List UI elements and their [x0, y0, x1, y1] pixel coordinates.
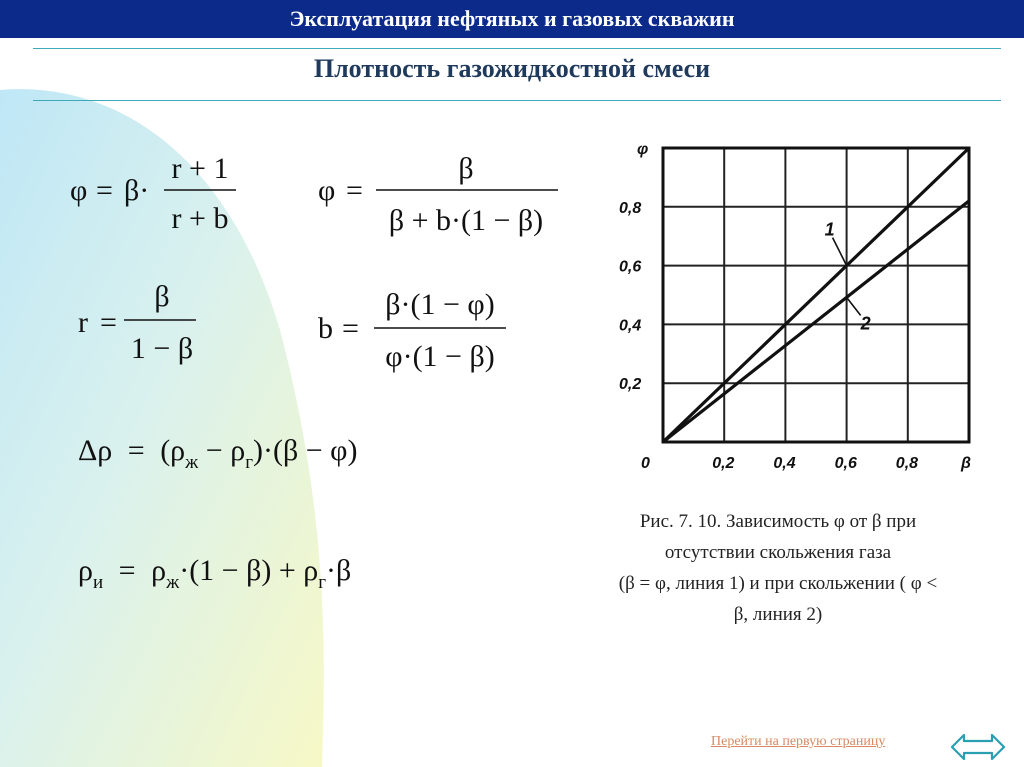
first-page-link[interactable]: Перейти на первую страницу [711, 734, 886, 749]
x-tick-label: 0 [641, 455, 650, 472]
formula-phi-r-b [70, 152, 236, 235]
chart [605, 128, 995, 488]
formula-eq: = [342, 312, 359, 345]
formula-part-c: )·(β − φ) [252, 434, 358, 467]
formula-eq: = [346, 174, 363, 207]
x-tick-label: 0,4 [773, 455, 796, 472]
y-tick-label: 0,6 [619, 258, 642, 276]
formula-lhs: r [78, 306, 88, 339]
subscript-zh: ж [185, 452, 199, 473]
formula-phi-beta [318, 152, 558, 237]
nav-arrows-icon[interactable] [950, 730, 1006, 764]
formula-rho-mix [78, 554, 351, 595]
formula-part-a: (ρ [160, 434, 186, 467]
formula-lhs: Δρ [78, 434, 113, 467]
formula-numerator: β [458, 152, 474, 185]
formula-lhs: φ [318, 174, 336, 207]
header-title: Эксплуатация нефтяных и газовых скважин [289, 6, 735, 31]
formula-part-b: ·(1 − β) + ρ [179, 554, 319, 587]
y-tick-label: 0,8 [619, 199, 642, 217]
series-label-2: 2 [860, 313, 871, 334]
formula-part-a: ρ [151, 554, 167, 587]
slide-title: Плотность газожидкостной смеси [313, 54, 711, 83]
x-tick-label: β [961, 455, 971, 472]
x-tick-label: 0,8 [895, 455, 919, 472]
formula-denominator: r + b [171, 202, 229, 235]
formula-denominator: β + b·(1 − β) [388, 204, 544, 237]
subscript-g: г [245, 452, 253, 473]
series-label-1: 1 [824, 219, 835, 240]
subscript-i: и [92, 572, 104, 593]
y-tick-label: 0,4 [619, 317, 642, 335]
chart-svg [605, 128, 995, 488]
formula-part-b: − ρ [198, 434, 246, 467]
x-tick-label: 0,6 [834, 455, 857, 472]
caption-line: (β = φ, линия 1) и при скольжении ( φ < [618, 573, 938, 594]
formula-numerator: r + 1 [171, 152, 229, 185]
formula-r [78, 280, 196, 365]
formula-eq: = [96, 174, 113, 207]
formula-numerator: β [154, 280, 170, 313]
caption-line: β, линия 2) [733, 604, 823, 625]
formula-lhs: φ [70, 174, 88, 207]
formula-denominator: 1 − β [130, 332, 194, 365]
y-tick-label: φ [637, 141, 649, 158]
subscript-zh: ж [166, 572, 180, 593]
formula-prefix: β· [124, 174, 150, 207]
x-tick-label: 0,2 [712, 455, 735, 472]
figure-caption [548, 506, 1008, 630]
formula-body [78, 434, 357, 473]
formula-eq: = [100, 306, 117, 339]
caption-line: отсутствии скольжения газа [664, 542, 892, 563]
formula-b [318, 288, 506, 373]
y-tick-label: 0,2 [619, 376, 642, 394]
formula-eq: = [127, 434, 145, 467]
formula-numerator: β·(1 − φ) [385, 288, 495, 321]
caption-line: Рис. 7. 10. Зависимость φ от β при [639, 511, 917, 532]
formula-eq: = [118, 554, 136, 587]
formula-lhs: b [318, 312, 333, 345]
formula-delta-rho [78, 434, 357, 473]
formula-part-c: ·β [326, 554, 352, 587]
formula-body [78, 554, 351, 595]
subscript-g: г [318, 572, 327, 593]
formula-denominator: φ·(1 − β) [385, 340, 495, 373]
formula-lhs: ρ [78, 554, 93, 587]
